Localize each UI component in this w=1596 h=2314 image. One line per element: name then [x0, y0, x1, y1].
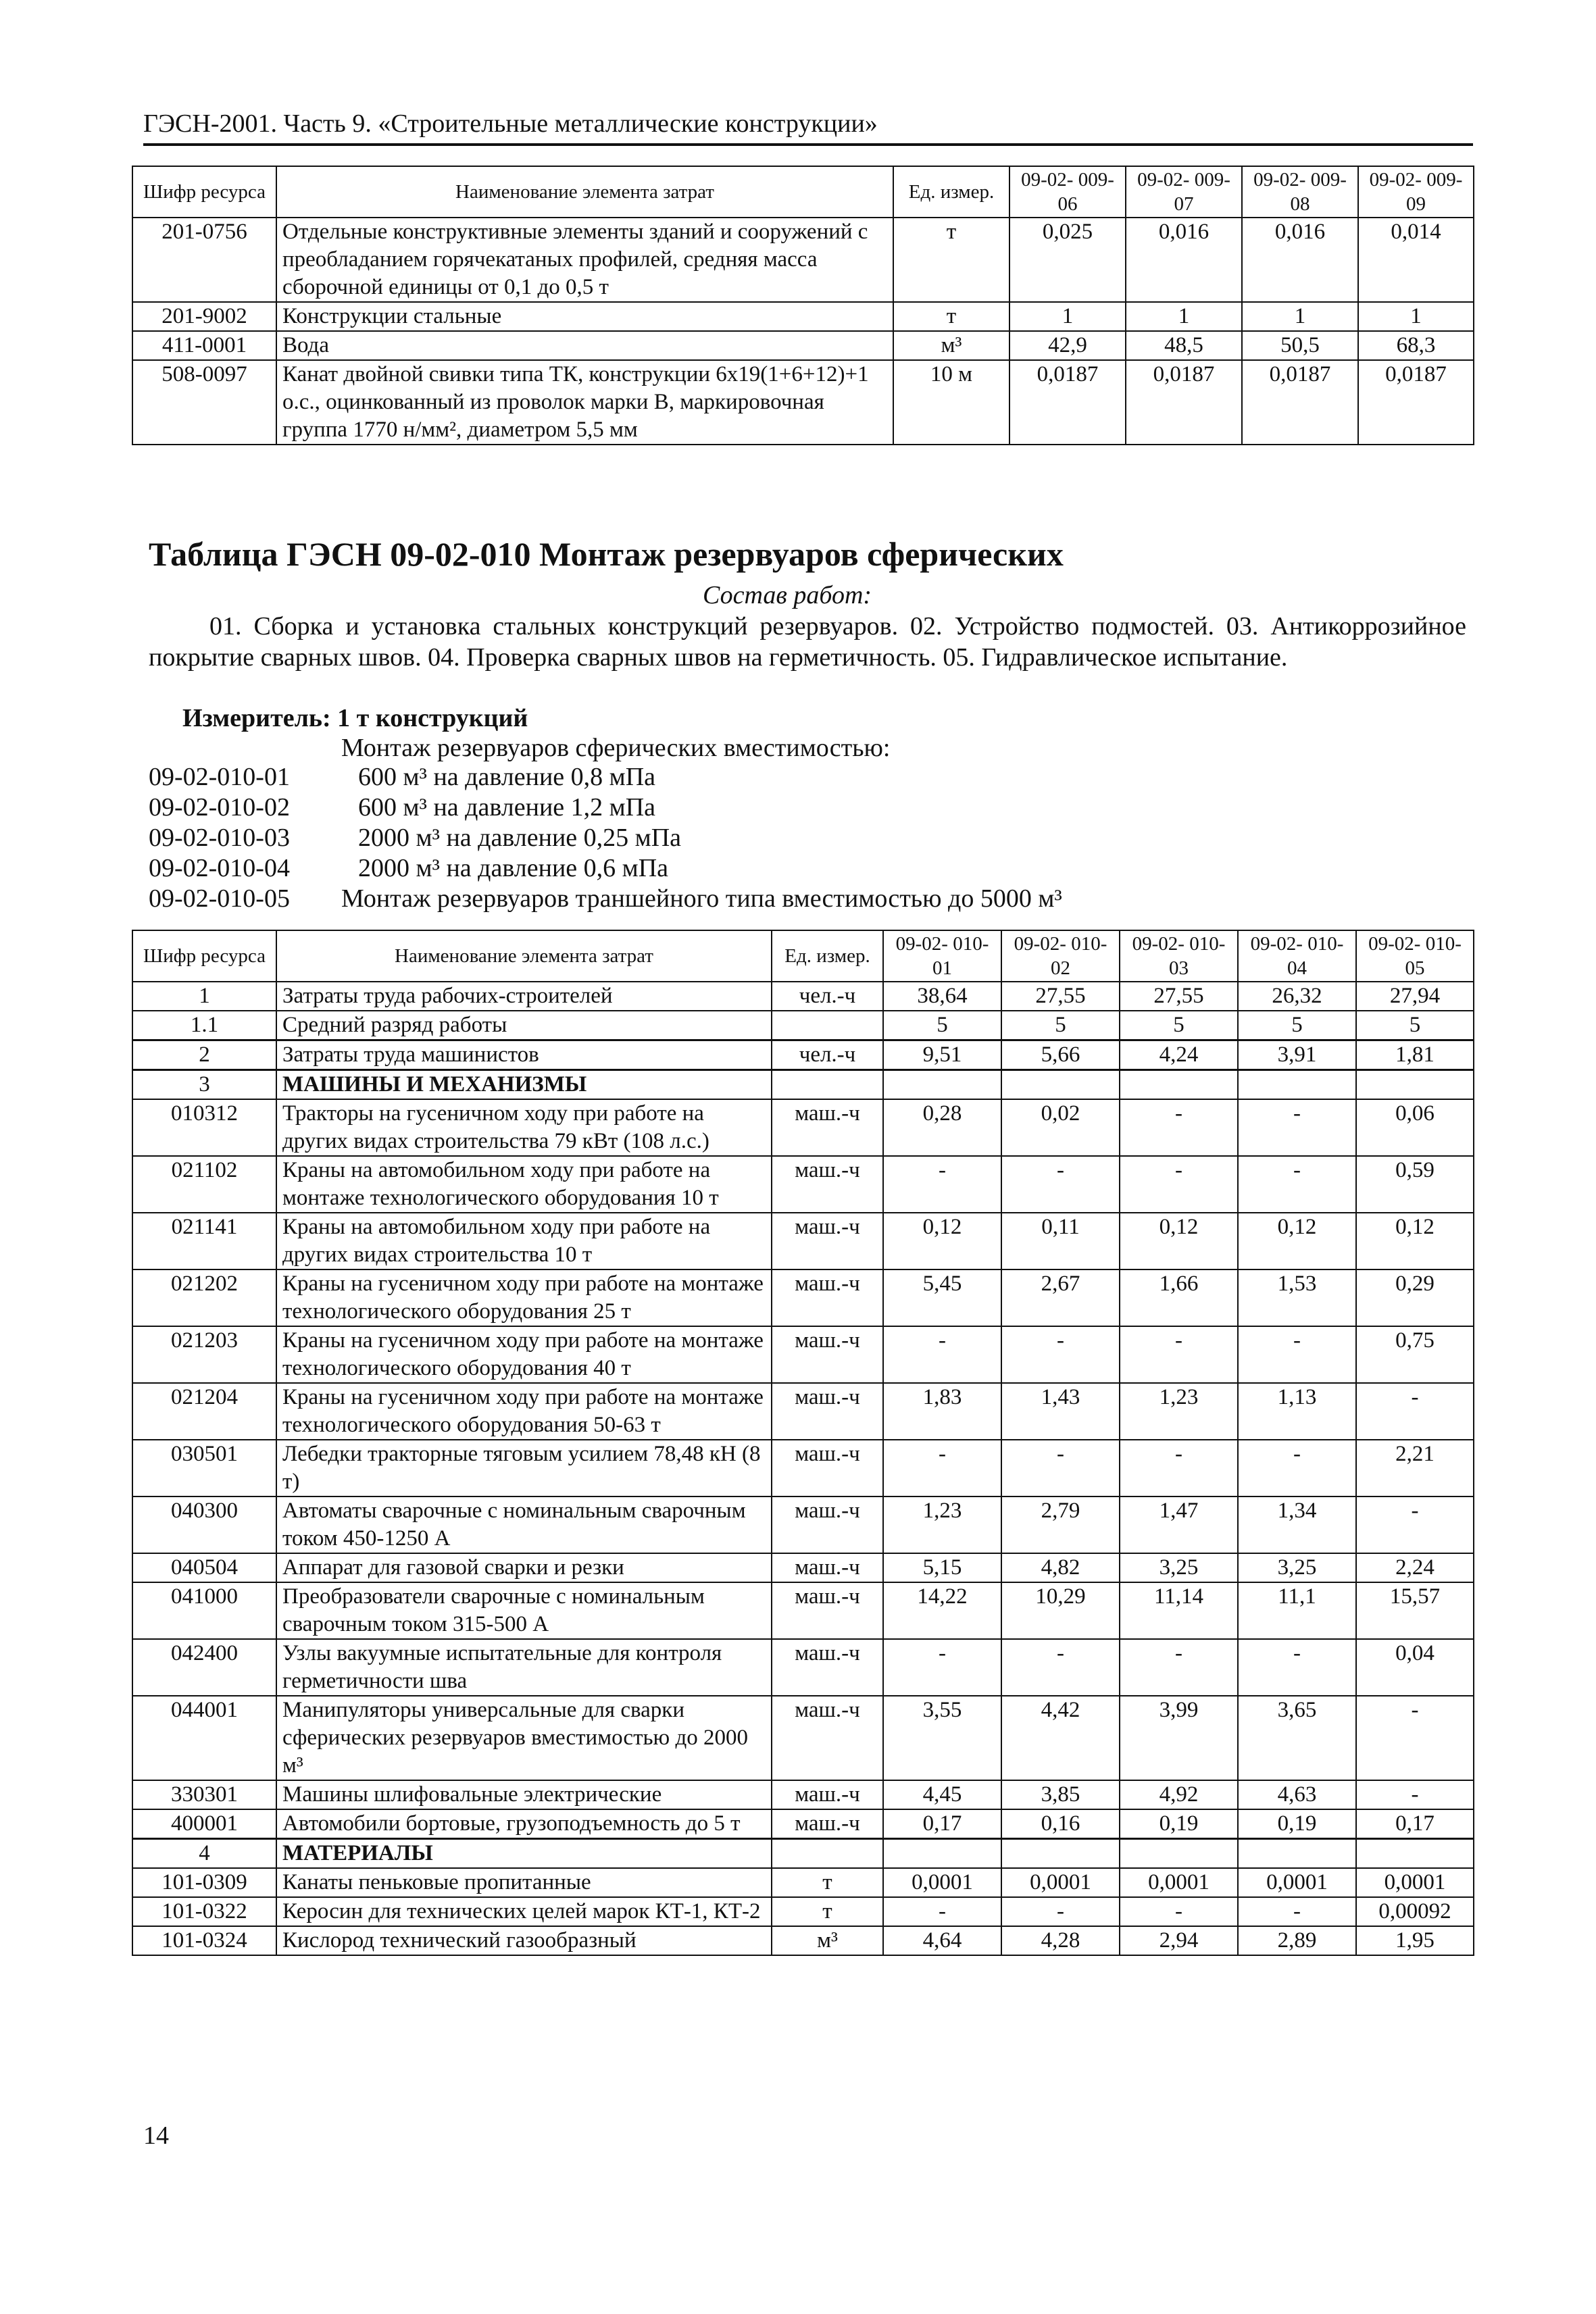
resource-name: Лебедки тракторные тяговым усилием 78,48 кН (8 т)	[276, 1440, 772, 1496]
norm-value: -	[1001, 1897, 1120, 1926]
norm-value: 68,3	[1358, 331, 1474, 360]
norm-value: 4,63	[1238, 1780, 1356, 1809]
resource-unit	[772, 1839, 883, 1869]
table-row	[132, 360, 1474, 445]
norm-value: 0,17	[1356, 1809, 1474, 1839]
table-title: Таблица ГЭСН 09-02-010 Монтаж резервуаров сферических	[149, 535, 1064, 573]
norm-value: 1,34	[1238, 1496, 1356, 1553]
norm-value: 3,85	[1001, 1780, 1120, 1809]
norm-value: 11,14	[1120, 1582, 1238, 1639]
norm-value: 4,24	[1120, 1040, 1238, 1070]
norm-value: 27,55	[1120, 982, 1238, 1011]
header-norm-code: 09-02- 010-05	[1356, 930, 1474, 982]
norm-value	[883, 1070, 1001, 1100]
resource-name: Краны на автомобильном ходу при работе на других видах строительства 10 т	[276, 1213, 772, 1269]
norm-value: 0,0001	[1238, 1868, 1356, 1897]
resource-code: 101-0322	[132, 1897, 276, 1926]
resource-name: Аппарат для газовой сварки и резки	[276, 1553, 772, 1582]
norm-value: 48,5	[1126, 331, 1242, 360]
norm-value: -	[1238, 1639, 1356, 1696]
resource-code: 4	[132, 1839, 276, 1869]
norm-value: -	[1120, 1639, 1238, 1696]
norm-value: 15,57	[1356, 1582, 1474, 1639]
resource-code: 042400	[132, 1639, 276, 1696]
norm-value: 0,0187	[1126, 360, 1242, 445]
header-unit: Ед. измер.	[893, 166, 1009, 218]
norm-code: 09-02-010-04	[149, 854, 290, 882]
norm-description: 2000 м³ на давление 0,25 мПа	[358, 824, 682, 852]
work-composition-text: 01. Сборка и установка стальных конструкций резервуаров. 02. Устройство подмостей. 03. Антикоррозийное покрытие сварных швов. 04. Проверка сварных швов на герметичность. 05. Гидравлическое испытание.	[149, 612, 1466, 672]
header-norm-code: 09-02- 009-07	[1126, 166, 1242, 218]
table-row	[132, 1040, 1474, 1070]
resource-name: Краны на гусеничном ходу при работе на монтаже технологического оборудования 50-63 т	[276, 1383, 772, 1440]
norm-value: 0,75	[1356, 1326, 1474, 1383]
norm-value: 4,28	[1001, 1926, 1120, 1955]
resource-unit: маш.-ч	[772, 1553, 883, 1582]
resource-name: Канаты пеньковые пропитанные	[276, 1868, 772, 1897]
resource-code: 330301	[132, 1780, 276, 1809]
norm-value: -	[1120, 1156, 1238, 1213]
norm-value: 2,79	[1001, 1496, 1120, 1553]
resource-unit: маш.-ч	[772, 1213, 883, 1269]
norm-value: 27,94	[1356, 982, 1474, 1011]
header-cost-element-name: Наименование элемента затрат	[276, 166, 893, 218]
header-norm-code: 09-02- 010-02	[1001, 930, 1120, 982]
norm-value: 0,016	[1126, 218, 1242, 302]
resource-unit: маш.-ч	[772, 1639, 883, 1696]
norm-value: 50,5	[1242, 331, 1358, 360]
norm-value: 3,25	[1238, 1553, 1356, 1582]
resource-unit: маш.-ч	[772, 1582, 883, 1639]
table-row	[132, 1553, 1474, 1582]
resource-unit	[772, 1011, 883, 1040]
header-norm-code: 09-02- 010-04	[1238, 930, 1356, 982]
table-row	[132, 1269, 1474, 1326]
norm-value: -	[1120, 1897, 1238, 1926]
norm-value: -	[1356, 1383, 1474, 1440]
resource-name: Краны на автомобильном ходу при работе на монтаже технологического оборудования 10 т	[276, 1156, 772, 1213]
norm-value: 2,24	[1356, 1553, 1474, 1582]
table-row	[132, 1780, 1474, 1809]
resource-table	[132, 930, 1474, 1956]
resource-name: Преобразователи сварочные с номинальным сварочным током 315-500 А	[276, 1582, 772, 1639]
norm-value: 1	[1126, 302, 1242, 331]
norm-value: 1,23	[883, 1496, 1001, 1553]
norm-value: 2,21	[1356, 1440, 1474, 1496]
norm-value: 42,9	[1009, 331, 1126, 360]
resource-unit: т	[893, 302, 1009, 331]
resource-code: 021102	[132, 1156, 276, 1213]
resource-unit: маш.-ч	[772, 1809, 883, 1839]
norm-value: 1	[1358, 302, 1474, 331]
norm-value: 1,83	[883, 1383, 1001, 1440]
resource-code: 411-0001	[132, 331, 276, 360]
norm-value	[1238, 1070, 1356, 1100]
table-row	[132, 1156, 1474, 1213]
header-norm-code: 09-02- 009-08	[1242, 166, 1358, 218]
norm-value: 5	[883, 1011, 1001, 1040]
norm-value: 4,82	[1001, 1553, 1120, 1582]
norm-value: 0,014	[1358, 218, 1474, 302]
table-row	[132, 982, 1474, 1011]
resource-code: 201-0756	[132, 218, 276, 302]
resource-unit: м³	[893, 331, 1009, 360]
resource-code: 041000	[132, 1582, 276, 1639]
resource-name: Кислород технический газообразный	[276, 1926, 772, 1955]
header-norm-code: 09-02- 010-03	[1120, 930, 1238, 982]
norm-value: 0,12	[1120, 1213, 1238, 1269]
resource-name: Краны на гусеничном ходу при работе на монтаже технологического оборудования 40 т	[276, 1326, 772, 1383]
norm-value: 1,23	[1120, 1383, 1238, 1440]
norm-value: 0,29	[1356, 1269, 1474, 1326]
norm-value: 4,45	[883, 1780, 1001, 1809]
norm-value: 14,22	[883, 1582, 1001, 1639]
page-number: 14	[143, 2121, 169, 2150]
resource-name: Средний разряд работы	[276, 1011, 772, 1040]
header-cost-element-name: Наименование элемента затрат	[276, 930, 772, 982]
norm-value: 5	[1238, 1011, 1356, 1040]
norm-value: 0,0001	[1001, 1868, 1120, 1897]
norm-value: -	[1238, 1326, 1356, 1383]
resource-code: 2	[132, 1040, 276, 1070]
resource-code: 010312	[132, 1099, 276, 1156]
resource-name: Керосин для технических целей марок КТ-1, КТ-2	[276, 1897, 772, 1926]
norm-value: 5	[1356, 1011, 1474, 1040]
header-norm-code: 09-02- 009-06	[1009, 166, 1126, 218]
resource-unit: маш.-ч	[772, 1269, 883, 1326]
table-row	[132, 1839, 1474, 1869]
norm-value: -	[1356, 1496, 1474, 1553]
norm-value: 0,28	[883, 1099, 1001, 1156]
norm-value: 5	[1120, 1011, 1238, 1040]
resource-code: 044001	[132, 1696, 276, 1780]
norm-value	[1001, 1070, 1120, 1100]
header-resource-code: Шифр ресурса	[132, 930, 276, 982]
norm-value: 0,12	[1238, 1213, 1356, 1269]
resource-unit: маш.-ч	[772, 1326, 883, 1383]
header-resource-code: Шифр ресурса	[132, 166, 276, 218]
table-row	[132, 302, 1474, 331]
header-unit: Ед. измер.	[772, 930, 883, 982]
norm-value	[883, 1839, 1001, 1869]
norm-value: -	[1120, 1326, 1238, 1383]
norm-value: 0,17	[883, 1809, 1001, 1839]
norm-value: -	[1238, 1156, 1356, 1213]
norm-value: -	[1238, 1440, 1356, 1496]
norm-value: -	[1001, 1326, 1120, 1383]
norm-code: 09-02-010-05	[149, 884, 290, 913]
resource-unit: маш.-ч	[772, 1099, 883, 1156]
norm-code: 09-02-010-01	[149, 763, 290, 791]
norm-value: 5,66	[1001, 1040, 1120, 1070]
table-row	[132, 1926, 1474, 1955]
resource-unit: т	[772, 1897, 883, 1926]
norm-value: -	[1356, 1696, 1474, 1780]
table-row	[132, 1011, 1474, 1040]
norm-value: -	[1001, 1440, 1120, 1496]
norm-value: 5	[1001, 1011, 1120, 1040]
norm-value: 5,15	[883, 1553, 1001, 1582]
norm-value: 0,0001	[1120, 1868, 1238, 1897]
resource-name: Автоматы сварочные с номинальным сварочным током 450-1250 А	[276, 1496, 772, 1553]
resource-unit: маш.-ч	[772, 1780, 883, 1809]
norm-value: 1,81	[1356, 1040, 1474, 1070]
resource-name: Отдельные конструктивные элементы зданий и сооружений с преобладанием горячекатаных профилей, средняя масса сборочной единицы от 0,1 до 0,5 т	[276, 218, 893, 302]
table-row	[132, 1868, 1474, 1897]
resource-table-continued	[132, 166, 1474, 445]
table-row	[132, 1213, 1474, 1269]
norm-description: Монтаж резервуаров траншейного типа вместимостью до 5000 м³	[341, 884, 1062, 913]
norm-value: 1,47	[1120, 1496, 1238, 1553]
norm-value: 1	[1242, 302, 1358, 331]
norm-value: 26,32	[1238, 982, 1356, 1011]
resource-code: 021203	[132, 1326, 276, 1383]
norm-value: 3,91	[1238, 1040, 1356, 1070]
norm-description: 600 м³ на давление 0,8 мПа	[358, 763, 656, 791]
norm-value: 0,11	[1001, 1213, 1120, 1269]
norm-value: 0,02	[1001, 1099, 1120, 1156]
norm-value: 0,12	[883, 1213, 1001, 1269]
resource-name: Автомобили бортовые, грузоподъемность до 5 т	[276, 1809, 772, 1839]
resource-unit: т	[893, 218, 1009, 302]
table-row	[132, 1582, 1474, 1639]
work-composition-title: Состав работ:	[703, 581, 872, 609]
resource-code: 3	[132, 1070, 276, 1100]
resource-name: Затраты труда рабочих-строителей	[276, 982, 772, 1011]
norm-value: 27,55	[1001, 982, 1120, 1011]
table-row	[132, 1070, 1474, 1100]
norm-value: 3,55	[883, 1696, 1001, 1780]
resource-unit: м³	[772, 1926, 883, 1955]
norm-value	[1238, 1839, 1356, 1869]
norm-list-item	[149, 884, 1062, 914]
norm-value: -	[1001, 1639, 1120, 1696]
resource-unit: маш.-ч	[772, 1156, 883, 1213]
norm-value: 3,99	[1120, 1696, 1238, 1780]
norm-value: -	[1356, 1780, 1474, 1809]
norm-description: 2000 м³ на давление 0,6 мПа	[358, 854, 669, 882]
table-row	[132, 1809, 1474, 1839]
resource-name: Узлы вакуумные испытательные для контроля герметичности шва	[276, 1639, 772, 1696]
norm-value: -	[883, 1326, 1001, 1383]
norm-value: 0,0001	[883, 1868, 1001, 1897]
norm-value: 4,92	[1120, 1780, 1238, 1809]
norm-value: -	[883, 1156, 1001, 1213]
norm-value: 2,67	[1001, 1269, 1120, 1326]
norm-value: 0,0187	[1009, 360, 1126, 445]
norm-value: 0,19	[1120, 1809, 1238, 1839]
norm-value: 2,94	[1120, 1926, 1238, 1955]
resource-code: 1.1	[132, 1011, 276, 1040]
norm-list-item	[149, 762, 1062, 793]
resource-code: 101-0309	[132, 1868, 276, 1897]
norm-value: 4,42	[1001, 1696, 1120, 1780]
section-heading: МАШИНЫ И МЕХАНИЗМЫ	[276, 1070, 772, 1100]
norm-value: -	[883, 1897, 1001, 1926]
resource-name: Тракторы на гусеничном ходу при работе на других видах строительства 79 кВт (108 л.с.)	[276, 1099, 772, 1156]
resource-unit: маш.-ч	[772, 1383, 883, 1440]
norm-value: 0,00092	[1356, 1897, 1474, 1926]
header-norm-code: 09-02- 009-09	[1358, 166, 1474, 218]
norm-group-intro: Монтаж резервуаров сферических вместимостью:	[341, 734, 891, 762]
resource-code: 201-9002	[132, 302, 276, 331]
norm-value: -	[1120, 1099, 1238, 1156]
resource-unit: чел.-ч	[772, 1040, 883, 1070]
norm-value	[1001, 1839, 1120, 1869]
norm-value	[1356, 1070, 1474, 1100]
norm-value: -	[883, 1440, 1001, 1496]
norm-value: 1,13	[1238, 1383, 1356, 1440]
resource-name: Вода	[276, 331, 893, 360]
norm-value: 38,64	[883, 982, 1001, 1011]
resource-unit: маш.-ч	[772, 1496, 883, 1553]
resource-unit: т	[772, 1868, 883, 1897]
norm-value: 0,0001	[1356, 1868, 1474, 1897]
table-row	[132, 1496, 1474, 1553]
norm-value: 0,0187	[1358, 360, 1474, 445]
resource-code: 021202	[132, 1269, 276, 1326]
norm-value: -	[1001, 1156, 1120, 1213]
norm-value: 2,89	[1238, 1926, 1356, 1955]
resource-unit: чел.-ч	[772, 982, 883, 1011]
norm-value: 1,95	[1356, 1926, 1474, 1955]
norm-value: -	[883, 1639, 1001, 1696]
norm-value	[1120, 1070, 1238, 1100]
norm-description: 600 м³ на давление 1,2 мПа	[358, 793, 656, 822]
resource-code: 1	[132, 982, 276, 1011]
resource-name: Конструкции стальные	[276, 302, 893, 331]
resource-code: 508-0097	[132, 360, 276, 445]
resource-name: Канат двойной свивки типа ТК, конструкции 6х19(1+6+12)+1 о.с., оцинкованный из проволок марки В, маркировочная группа 1770 н/мм², диаметром 5,5 мм	[276, 360, 893, 445]
norm-value: -	[1238, 1099, 1356, 1156]
norm-value: 0,16	[1001, 1809, 1120, 1839]
norm-list-item	[149, 853, 1062, 884]
resource-code: 021204	[132, 1383, 276, 1440]
resource-unit: маш.-ч	[772, 1696, 883, 1780]
resource-name: Машины шлифовальные электрические	[276, 1780, 772, 1809]
norm-value: 0,06	[1356, 1099, 1474, 1156]
resource-code: 101-0324	[132, 1926, 276, 1955]
norm-value: 4,64	[883, 1926, 1001, 1955]
norm-value: 0,59	[1356, 1156, 1474, 1213]
resource-code: 400001	[132, 1809, 276, 1839]
norm-value: -	[1120, 1440, 1238, 1496]
table-row	[132, 1897, 1474, 1926]
norm-value: 1,66	[1120, 1269, 1238, 1326]
norm-value: 11,1	[1238, 1582, 1356, 1639]
resource-name: Манипуляторы универсальные для сварки сферических резервуаров вместимостью до 2000 м³	[276, 1696, 772, 1780]
norm-value: 3,65	[1238, 1696, 1356, 1780]
header-norm-code: 09-02- 010-01	[883, 930, 1001, 982]
norm-value: 10,29	[1001, 1582, 1120, 1639]
resource-code: 030501	[132, 1440, 276, 1496]
norm-value: 0,0187	[1242, 360, 1358, 445]
table-row	[132, 331, 1474, 360]
resource-unit	[772, 1070, 883, 1100]
table-row	[132, 218, 1474, 302]
norm-value: 1,43	[1001, 1383, 1120, 1440]
table-row	[132, 1440, 1474, 1496]
norm-list	[149, 762, 1062, 914]
running-header: ГЭСН-2001. Часть 9. «Строительные металлические конструкции»	[143, 108, 1473, 146]
norm-value: 1	[1009, 302, 1126, 331]
norm-value: 0,12	[1356, 1213, 1474, 1269]
norm-code: 09-02-010-02	[149, 793, 290, 822]
resource-unit: 10 м	[893, 360, 1009, 445]
norm-value: 0,04	[1356, 1639, 1474, 1696]
norm-value: 0,025	[1009, 218, 1126, 302]
table-row	[132, 1383, 1474, 1440]
norm-value: 1,53	[1238, 1269, 1356, 1326]
norm-list-item	[149, 793, 1062, 823]
resource-unit: маш.-ч	[772, 1440, 883, 1496]
resource-code: 040300	[132, 1496, 276, 1553]
resource-code: 040504	[132, 1553, 276, 1582]
norm-value: 9,51	[883, 1040, 1001, 1070]
norm-value: 0,016	[1242, 218, 1358, 302]
resource-name: Краны на гусеничном ходу при работе на монтаже технологического оборудования 25 т	[276, 1269, 772, 1326]
norm-value: 0,19	[1238, 1809, 1356, 1839]
norm-value: 5,45	[883, 1269, 1001, 1326]
measurement-unit: Измеритель: 1 т конструкций	[182, 704, 528, 732]
norm-value	[1356, 1839, 1474, 1869]
norm-code: 09-02-010-03	[149, 824, 290, 852]
norm-value: 3,25	[1120, 1553, 1238, 1582]
resource-name: Затраты труда машинистов	[276, 1040, 772, 1070]
norm-value: -	[1238, 1897, 1356, 1926]
table-row	[132, 1696, 1474, 1780]
resource-code: 021141	[132, 1213, 276, 1269]
table-row	[132, 1326, 1474, 1383]
table-row	[132, 1639, 1474, 1696]
table-row	[132, 1099, 1474, 1156]
norm-list-item	[149, 823, 1062, 853]
section-heading: МАТЕРИАЛЫ	[276, 1839, 772, 1869]
norm-value	[1120, 1839, 1238, 1869]
